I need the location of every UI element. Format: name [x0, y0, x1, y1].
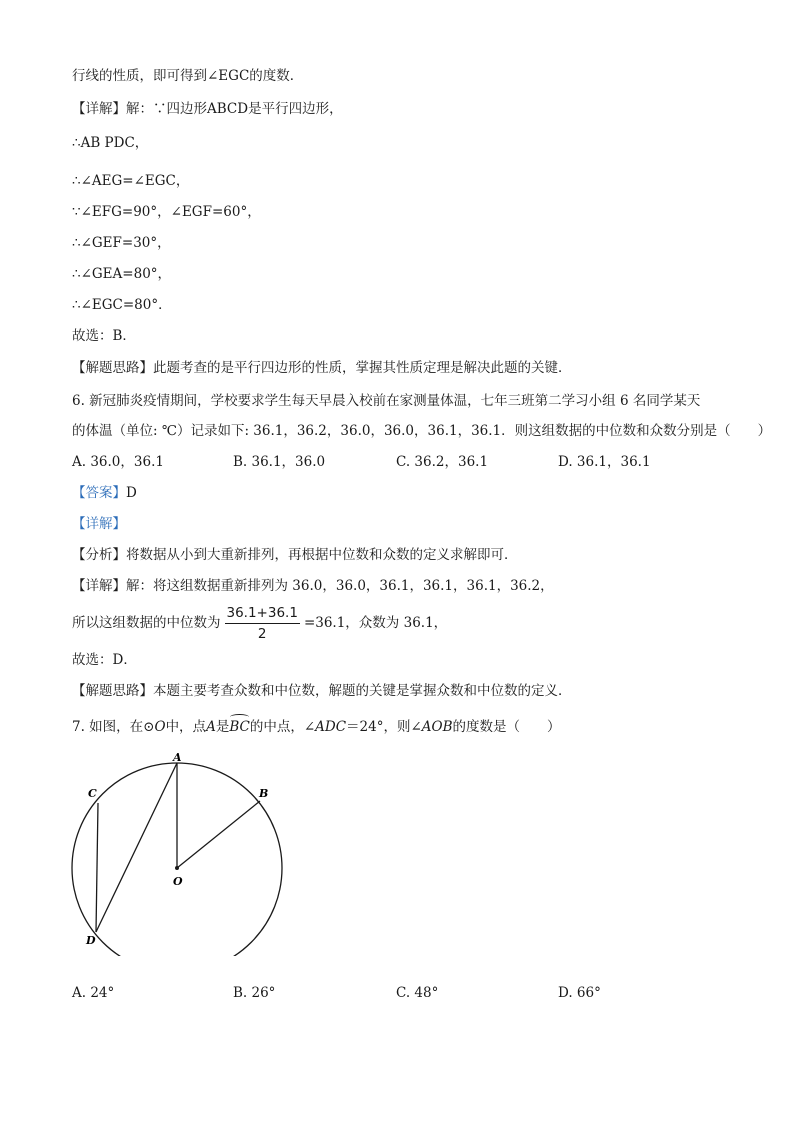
label-a: A: [173, 751, 182, 764]
text-line-1: 行线的性质，即可得到∠EGC的度数．: [72, 68, 304, 84]
text-line-6: ∴∠GEF=30°，: [72, 235, 171, 251]
detail-text: 解：∵四边形ABCD是平行四边形，: [126, 101, 343, 117]
q6-answer-line: [72, 483, 137, 503]
label-c: C: [88, 787, 97, 800]
q6-stem-line-1: 6. 新冠肺炎疫情期间，学校要求学生每天早晨入校前在家测量体温，七年三班第二学习小组 6 名同学某天: [72, 393, 701, 409]
idea-line: [72, 358, 572, 378]
q6-analysis-line: [72, 545, 518, 565]
median-fraction: [225, 604, 300, 643]
q6-idea-tag: 【解题思路】: [72, 683, 153, 699]
q6-option-d: D. 36.1，36.1: [558, 454, 651, 470]
detail-tag: 【详解】: [72, 101, 126, 117]
q7-stem-part: 是: [215, 719, 230, 735]
q7-angle-adc: ADC: [315, 719, 347, 735]
q6-option-c: C. 36.2，36.1: [396, 454, 489, 470]
q7-arc-bc: BC: [229, 719, 250, 735]
q7-option-b: B. 26°: [233, 985, 276, 1001]
idea-tag: 【解题思路】: [72, 360, 153, 376]
q7-stem-part: ＝24°，则∠: [346, 719, 422, 735]
q7-angle-aob: AOB: [421, 719, 453, 735]
q7-stem-part: 的度数是（ ）: [452, 719, 561, 735]
q7-option-d: D. 66°: [558, 985, 601, 1001]
fraction-denominator: 2: [257, 626, 267, 642]
detail2-text: 解：将这组数据重新排列为 36.0，36.0，36.1，36.1，36.1，36.2，: [126, 578, 554, 594]
q7-option-c: C. 48°: [396, 985, 439, 1001]
fraction-numerator: 36.1+36.1: [225, 604, 300, 624]
text-line-5: ∵∠EFG=90°，∠EGF=60°，: [72, 204, 261, 220]
q6-choose-line: 故选：D．: [72, 652, 137, 668]
label-o: O: [173, 875, 183, 888]
idea-text: 此题考查的是平行四边形的性质，掌握其性质定理是解决此题的关键．: [153, 360, 572, 376]
segment-ob: [177, 801, 260, 868]
q6-option-b: B. 36.1，36.0: [233, 454, 326, 470]
q7-stem-part: 的中点，∠: [249, 719, 316, 735]
text-line-4: ∴∠AEG=∠EGC，: [72, 173, 190, 189]
label-b: B: [259, 787, 269, 800]
q6-detail-tag: 【详解】: [72, 516, 126, 532]
text-line-7: ∴∠GEA=80°，: [72, 266, 172, 282]
q6-option-a: A. 36.0，36.1: [72, 454, 164, 470]
label-d: D: [86, 934, 96, 947]
answer-tag: 【答案】: [72, 485, 126, 501]
q6-median-line: [72, 601, 447, 645]
q6-stem-line-2: 的体温（单位: ℃）记录如下: 36.1，36.2，36.0，36.0，36.1，36.1．则这组数据的中位数和众数分别是（ ）: [72, 423, 772, 439]
q7-stem-part: 7. 如图，在⊙: [72, 719, 155, 735]
text-line-9: 故选：B．: [72, 328, 136, 344]
q7-point-a: A: [206, 719, 216, 735]
segment-cd: [96, 803, 98, 932]
answer-value: D: [126, 485, 137, 501]
text-line-8: ∴∠EGC=80°．: [72, 297, 172, 313]
circle-figure: [60, 746, 300, 956]
text-line-3: ∴AB PDC，: [72, 135, 149, 151]
center-point-o: [175, 866, 179, 870]
q6-idea-line: [72, 681, 572, 701]
analysis-text: 将数据从小到大重新排列，再根据中位数和众数的定义求解即可．: [126, 547, 518, 563]
detail2-tag: 【详解】: [72, 578, 126, 594]
q6-detail2-line: [72, 576, 554, 596]
detail-line: [72, 99, 343, 119]
q7-option-a: A. 24°: [72, 985, 115, 1001]
q7-stem-part: 中，点: [165, 719, 207, 735]
median-prefix: 所以这组数据的中位数为: [72, 615, 221, 631]
median-suffix: =36.1，众数为 36.1，: [303, 615, 448, 631]
q6-idea-text: 本题主要考查众数和中位数，解题的关键是掌握众数和中位数的定义．: [153, 683, 572, 699]
analysis-tag: 【分析】: [72, 547, 126, 563]
q7-circle-name: O: [154, 719, 166, 735]
q7-stem: [72, 717, 561, 737]
